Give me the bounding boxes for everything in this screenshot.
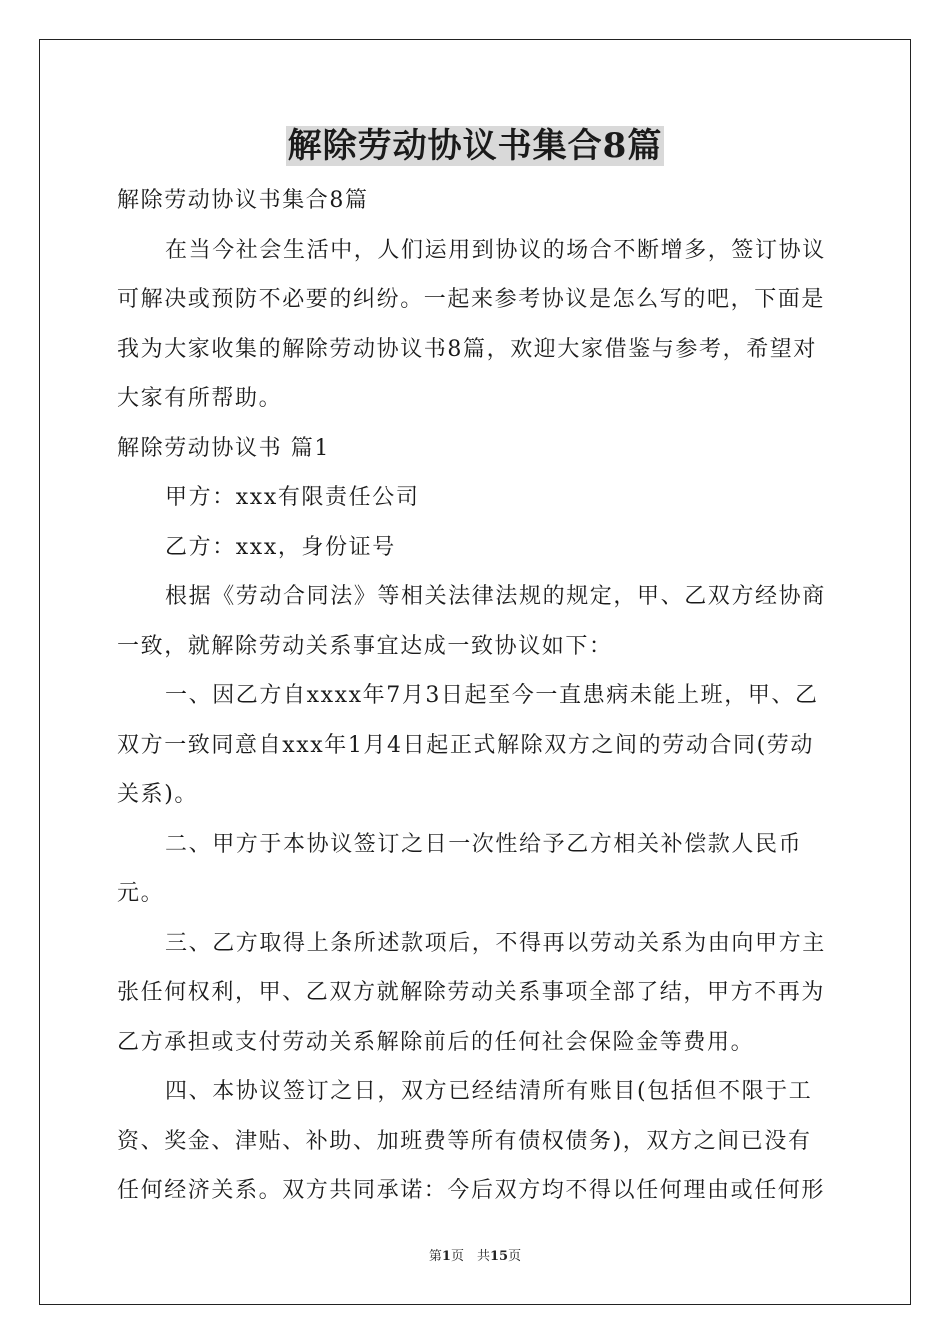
clause-3-paragraph: 三、乙方取得上条所述款项后，不得再以劳动关系为由向甲方主张任何权利，甲、乙双方就解除劳动关系事项全部了结，甲方不再为乙方承担或支付劳动关系解除前后的任何社会保险金等费用。 — [117, 930, 826, 1055]
subtitle-paragraph: 解除劳动协议书集合8篇 — [117, 188, 369, 213]
footer-suffix: 页 — [508, 1249, 522, 1264]
footer-page-number: 1 — [441, 1249, 451, 1264]
footer-prefix: 第 — [428, 1249, 442, 1264]
party-b-paragraph: 乙方：xxx，身份证号 — [165, 534, 396, 560]
footer-mid: 页 共 — [450, 1249, 490, 1264]
preamble-paragraph: 根据《劳动合同法》等相关法律法规的规定，甲、乙双方经协商一致，就解除劳动关系事宜达成一致协议如下： — [117, 584, 826, 659]
page-footer — [0, 1247, 950, 1267]
document-body — [117, 176, 835, 1216]
clause-4-paragraph: 四、本协议签订之日，双方已经结清所有账目(包括但不限于工资、奖金、津贴、补助、加班费等所有债权债务)，双方之间已没有任何经济关系。双方共同承诺：今后双方均不得以任何理由或任何形 — [117, 1079, 826, 1203]
clause-2-paragraph: 二、甲方于本协议签订之日一次性给予乙方相关补偿款人民币元。 — [117, 831, 803, 906]
intro-paragraph: 在当今社会生活中，人们运用到协议的场合不断增多，签订协议可解决或预防不必要的纠纷。一起来参考协议是怎么写的吧，下面是我为大家收集的解除劳动协议书8篇，欢迎大家借鉴与参考，希望对大家有所帮助。 — [117, 237, 826, 411]
footer-total-pages: 15 — [489, 1249, 509, 1264]
clause-1-paragraph: 一、因乙方自xxxx年7月3日起至今一直患病未能上班，甲、乙双方一致同意自xxx年1月4日起正式解除双方之间的劳动合同(劳动关系)。 — [117, 683, 819, 807]
party-a-paragraph: 甲方：xxx有限责任公司 — [165, 485, 420, 510]
section-heading: 解除劳动协议书 篇1 — [117, 435, 330, 461]
document-title-text: 解除劳动协议书集合8篇 — [287, 126, 663, 166]
document-title — [0, 124, 950, 168]
